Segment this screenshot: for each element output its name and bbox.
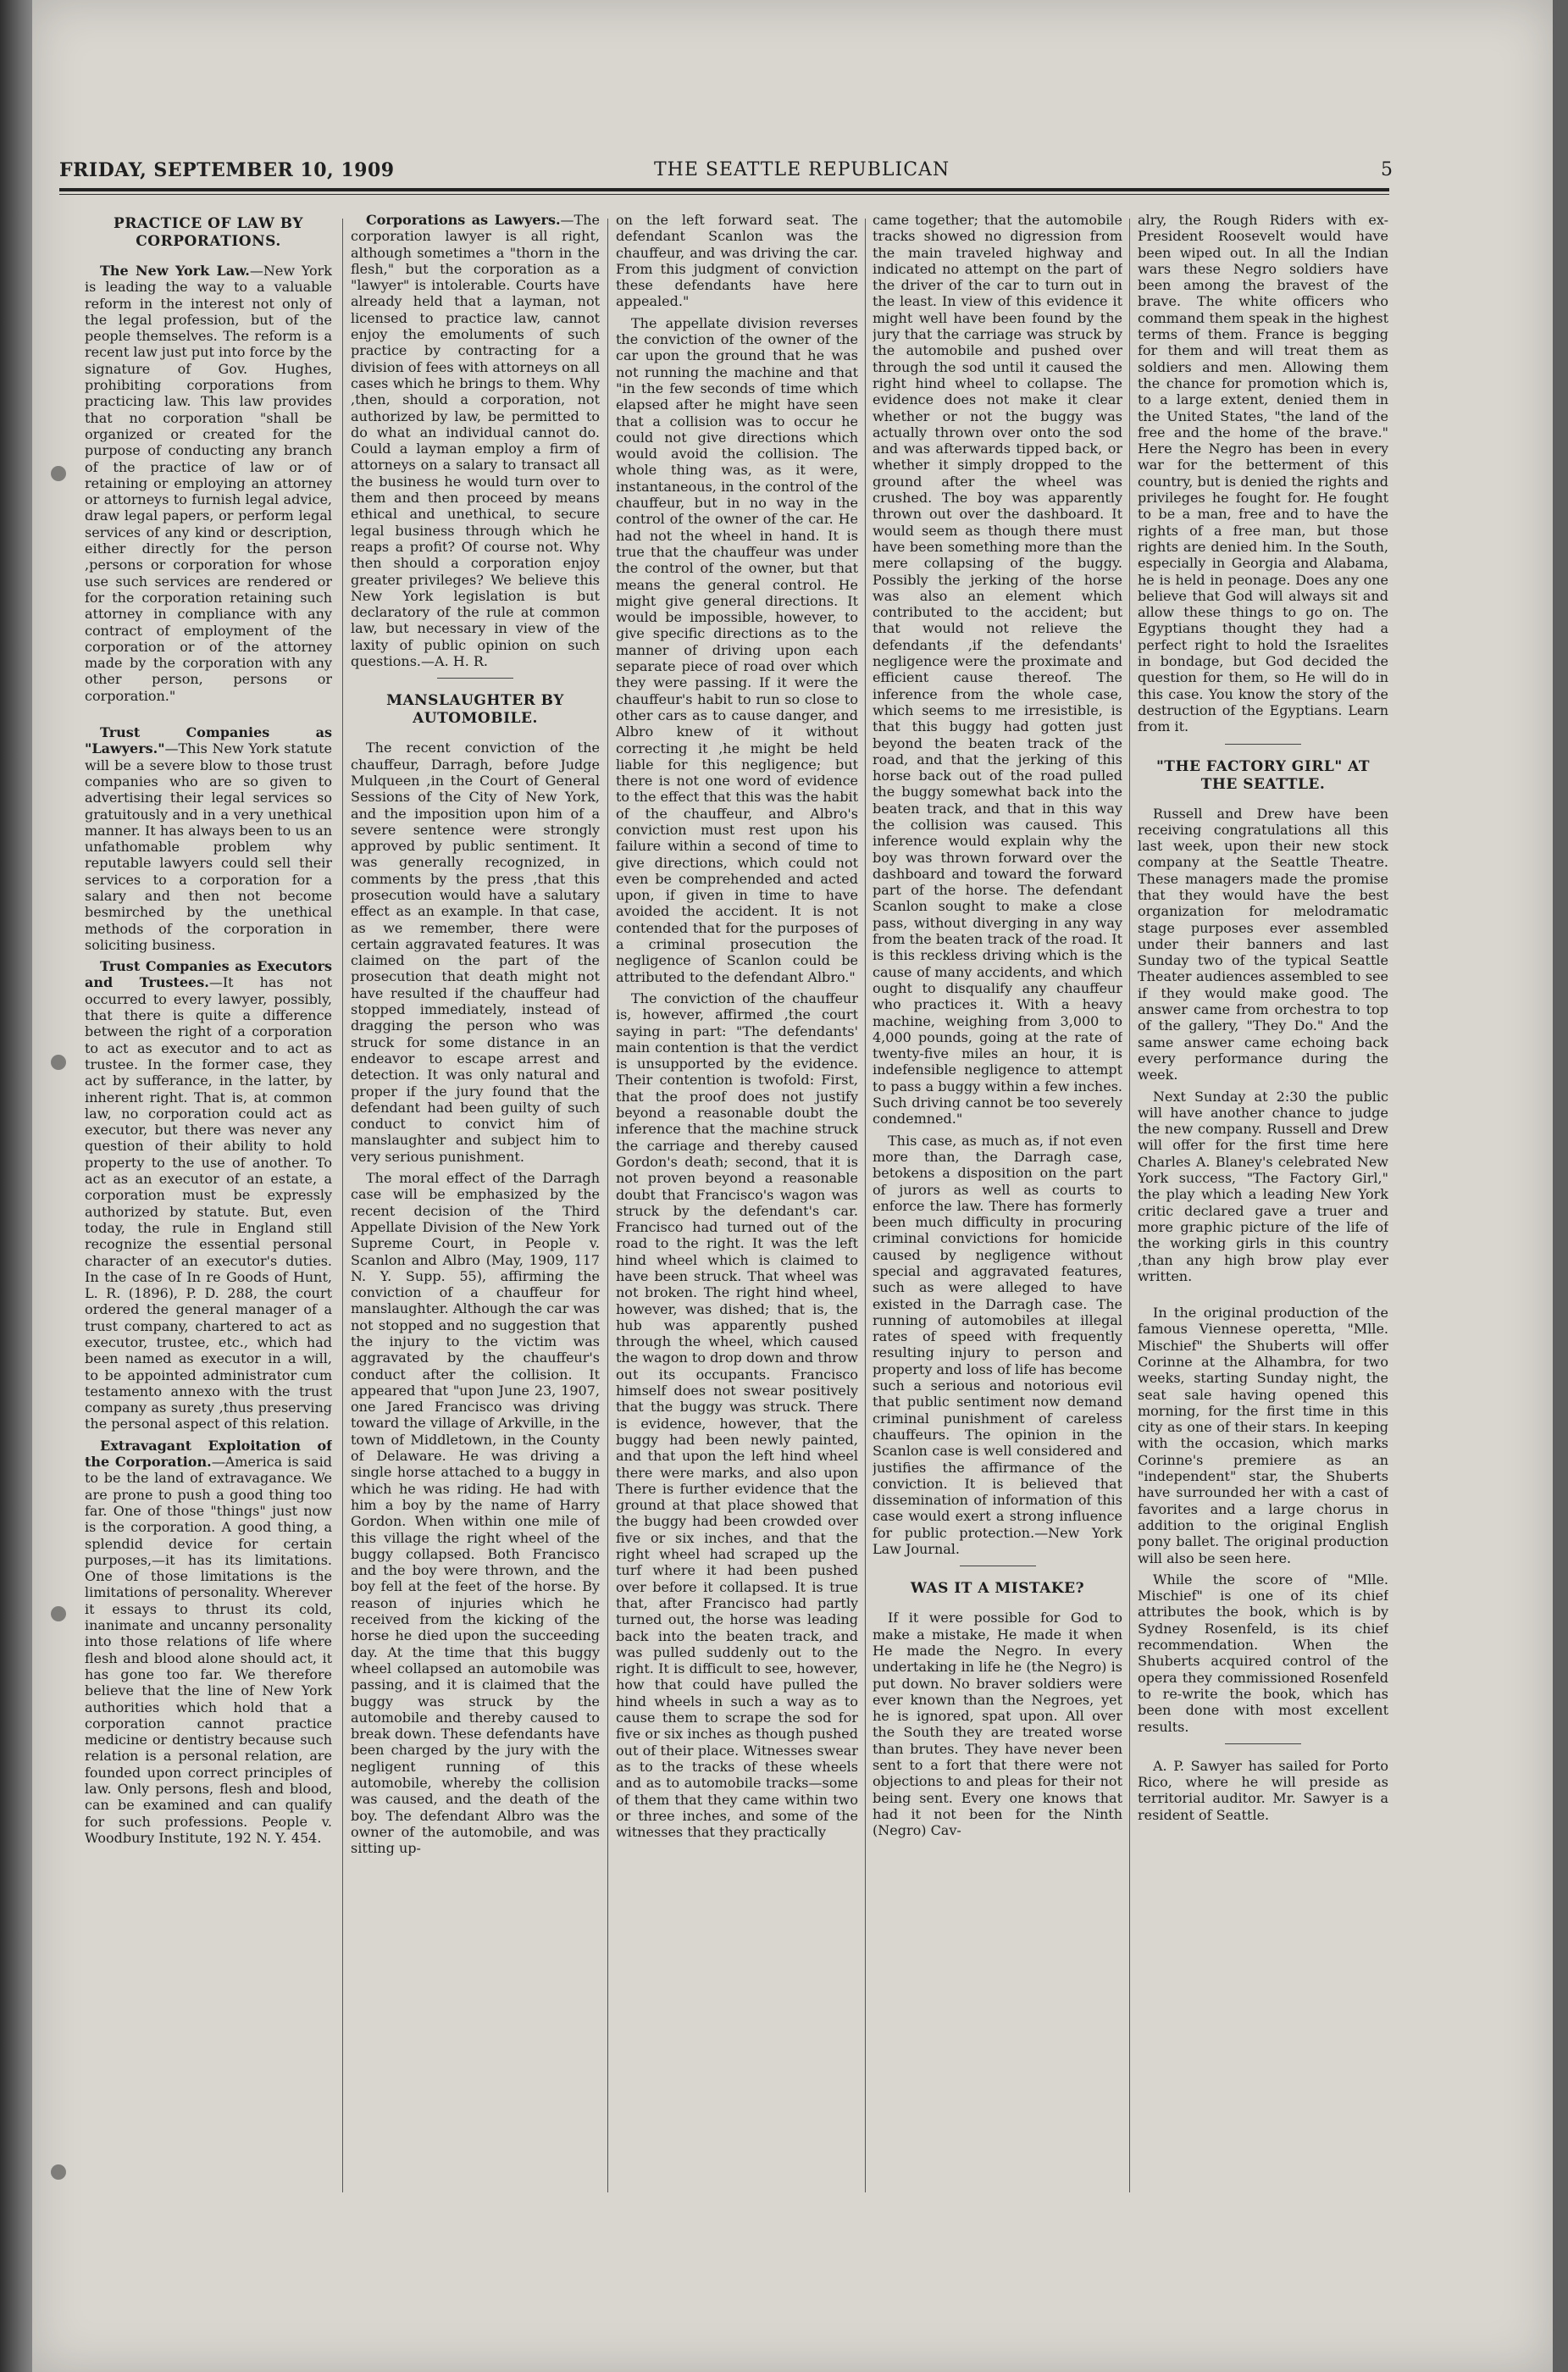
article-headline: "THE FACTORY GIRL" AT THE SEATTLE. xyxy=(1155,757,1371,793)
book-gutter xyxy=(0,0,34,2372)
article-paragraph: The recent conviction of the chauffeur, Darragh, before Judge Mulqueen ,in the Court of General Sessions of the City of New York, and the imposition upon him of a severe sentence were strongly approved by public sentiment. It was generally recognized, in comments by the press ,that this prosecution would have a salutary effect as an example. In that case, as we remember, there were certain aggravated features. It was claimed on the part of the prosecution that death might not have resulted if the chauffeur had stopped immediately, instead of dragging the person who was struck for some distance in an endeavor to escape arrest and detection. It was only natural and proper if the jury found that the defendant had been guilty of such conduct to convict him of manslaughter and subject him to very serious punishment. xyxy=(351,740,600,1165)
newspaper-title: THE SEATTLE REPUBLICAN xyxy=(654,159,950,180)
article-headline: MANSLAUGHTER BY AUTOMOBILE. xyxy=(386,692,564,728)
column-3 xyxy=(616,212,858,2220)
article-paragraph: If it were possible for God to make a mistake, He made it when He made the Negro. In every undertaking in life he (the Negro) is put down. No braver soldiers were ever known than the Negroes, yet he is ignored, spat upon. All over the South they are treated worse than brutes. They have never been sent to a fort that there were not objections to and pleas for their not being sent. Every one knows that had it not been for the Ninth (Negro) Cav- xyxy=(873,1610,1122,1839)
article-paragraph xyxy=(85,724,332,953)
article-headline: PRACTICE OF LAW BY CORPORATIONS. xyxy=(114,215,303,250)
article-paragraph: While the score of "Mlle. Mischief" is one of its chief attributes the book, which is by Sydney Rosenfeld, is its chief recommendation. When the Shuberts acquired control of the opera they commissioned Rosenfeld to re-write the book, which has been done with most excellent results. xyxy=(1138,1571,1388,1735)
column-5 xyxy=(1138,212,1388,2220)
binding-hole-mark xyxy=(51,1606,66,1621)
page-number: 5 xyxy=(1381,159,1393,180)
column-2 xyxy=(351,212,600,2220)
paragraph-text: —New York is leading the way to a valuable reform in the interest not only of the legal profession, but of the people themselves. The reform is a recent law just put into force by the signature of Gov. Hughes, prohibiting corporations from practicing law. This law provides that no corporation "shall be organized or created for the purpose of conducting any branch of the practice of law or of retaining or employing an attorney or attorneys to furnish legal advice, draw legal papers, or perform legal services of any kind or description, either directly for the person ,persons or corporation for whose use such services are rendered or for the corporation retaining such attorney in compliance with any contract of employment of the corporation or of the attorney made by the corporation with any other person, persons or corporation." xyxy=(85,263,332,704)
column-rule xyxy=(607,219,608,2192)
column-rule xyxy=(865,219,866,2192)
article-paragraph xyxy=(351,212,600,669)
article-paragraph: The appellate division reverses the conviction of the owner of the car upon the ground that he was not running the machine and that "in the few seconds of time which elapsed after he might have seen that a collision was to occur he could not give directions which would avoid the collision. The whole thing was, as it were, instantaneous, in the control of the chauffeur, but in no way in the control of the owner of the car. He had not the wheel in hand. It is true that the chauffeur was under the control of the owner, but that means the general control. He might give general directions. It would be impossible, however, to give specific directions as to the manner of driving upon each separate piece of road over which they were passing. If it were the chauffeur's habit to run so close to other cars as to cause danger, and Albro knew of it without correcting it ,he might be held liable for this negligence; but there is not one word of evidence to the effect that this was the habit of the chauffeur, and Albro's conviction must rest upon his failure within a second of time to give directions, which could not even be comprehended and acted upon, if given in time to have avoided the accident. It is not contended that for the purposes of a criminal prosecution the negligence of Scanlon could be attributed to the defendant Albro." xyxy=(616,314,858,985)
article-divider xyxy=(1225,744,1301,745)
issue-date: FRIDAY, SEPTEMBER 10, 1909 xyxy=(59,159,395,181)
paragraph-text: —The corporation lawyer is all right, although sometimes a "thorn in the flesh," but the corporation as a "lawyer" is intolerable. Courts have already held that a layman, not licensed to practice law, cannot enjoy the emoluments of such practice by contracting for a division of fees with attorneys on all cases which he brings to them. Why ,then, should a corporation, not authorized by law, be permitted to do what an individual cannot do. Could a layman employ a firm of attorneys on a salary to transact all the business he would turn over to them and then proceed by means ethical and unethical, to secure legal business through which he reaps a profit? Of course not. Why then should a corporation enjoy greater privileges? We believe this New York legislation is but declaratory of the rule at common law, but necessary in view of the laxity of public opinion on such questions. xyxy=(351,212,600,670)
article-paragraph xyxy=(85,263,332,704)
paragraph-text: —America is said to be the land of extravagance. We are prone to push a good thing too far. One of those "things" just now is the corporation. A good thing, a splendid device for certain purposes,—it has its limitations. One of those limitations is the limitations of personality. Wherever it essays to thrust its cold, inanimate and uncanny personality into those relations of life where flesh and blood alone should act, it has gone too far. We therefore believe that the line of New York authorities which hold that a corporation cannot practice medicine or dentistry because such relation is a personal relation, are founded upon correct principles of law. Only persons, flesh and blood, can be examined and can qualify for such professions. People v. Woodbury Institute, 192 N. Y. 454. xyxy=(85,1454,332,1846)
paragraph-lead: The New York Law. xyxy=(100,263,250,279)
article-divider xyxy=(437,678,513,679)
binding-hole-mark xyxy=(51,2164,66,2180)
column-rule xyxy=(342,219,343,2192)
paragraph-lead: Trust Companies as Executors and Trustees. xyxy=(85,958,332,991)
article-paragraph: The conviction of the chauffeur is, however, affirmed ,the court saying in part: "The defendants' main contention is that the verdict is unsupported by the evidence. Their contention is twofold: First, that the proof does not justify beyond a reasonable doubt the inference that the machine struck the carriage and thereby caused Gordon's death; second, that it is not proven beyond a reasonable doubt that Francisco's wagon was struck by the defendant's car. Francisco had turned out of the road to the right. It was the left hind wheel which is claimed to have been struck. That wheel was not broken. The right hind wheel, however, was dished; that is, the hub was apparently pushed through the wheel, which caused the wagon to drop down and throw out its occupants. Francisco himself does not swear positively that the buggy was struck. There is evidence, however, that the buggy had been newly painted, and that upon the left hind wheel there were marks, and also upon There is further evidence that the ground at that place showed that the buggy had been crowded over five or six inches, and that the right wheel had scraped up the turf where it had been pushed over before it collapsed. It is true that, after Francisco had partly turned out, the horse was leading back into the beaten track, and was pulled suddenly out to the right. It is difficult to see, however, how that could have pulled the hind wheels in such a way as to cause them to scrape the sod for five or six inches as though pushed out of their place. Witnesses swear as to the tracks of these wheels and as to automobile tracks—some of them that they came within two or three inches, and some of the witnesses that they practically xyxy=(616,989,858,1841)
binding-hole-mark xyxy=(51,466,66,481)
paragraph-lead: Trust Companies as "Lawyers." xyxy=(85,724,332,757)
article-paragraph: A. P. Sawyer has sailed for Porto Rico, where he will preside as territorial auditor. Mr. Sawyer is a resident of Seattle. xyxy=(1138,1757,1388,1823)
article-paragraph xyxy=(85,958,332,1433)
article-paragraph: Russell and Drew have been receiving congratulations all this last week, upon their new stock company at the Seattle Theatre. These managers made the promise that they would have the best organization for melodramatic stage purposes ever assembled under their banners and last Sunday two of the typical Seattle Theater audiences assembled to see if they would make good. The answer came from orchestra to top of the gallery, "They Do." And the same answer came echoing back every performance during the week. xyxy=(1138,805,1388,1083)
masthead-rule-thick xyxy=(59,188,1389,191)
article-paragraph: on the left forward seat. The defendant Scanlon was the chauffeur, and was driving the car. From this judgment of conviction these defendants have here appealed." xyxy=(616,212,858,310)
masthead xyxy=(59,159,1393,190)
column-1 xyxy=(85,212,332,2220)
article-signature: —A. H. R. xyxy=(421,653,488,670)
column-rule xyxy=(1129,219,1130,2192)
article-paragraph xyxy=(85,1438,332,1846)
article-headline: WAS IT A MISTAKE? xyxy=(910,1580,1085,1598)
article-paragraph: In the original production of the famous Viennese operetta, "Mlle. Mischief" the Shuberts will offer Corinne at the Alhambra, for two weeks, starting Sunday night, the seat sale having opened this morning, for the first time in this city as one of their stars. In keeping with the occasion, which marks Corinne's premiere as an "independent" star, the Shuberts have surrounded her with a cast of favorites and a large chorus in addition to the original English pony ballet. The original production will also be seen here. xyxy=(1138,1305,1388,1566)
paragraph-text: —It has not occurred to every lawyer, possibly, that there is quite a difference between the right of a corporation to act as executor and to act as trustee. In the former case, they act by sufferance, in the latter, by inherent right. That is, at common law, no corporation could act as executor, but there was never any question of their ability to hold property to the use of another. To act as an executor of an estate, a corporation must be expressly authorized by statute. But, even today, the rule in England still recognize the essential personal character of an executor's duties. In the case of In re Goods of Hunt, L. R. (1896), P. D. 288, the court ordered the general manager of a trust company, chartered to act as executor, trustee, etc., which had been named as executor in a will, to be appointed administrator cum testamento annexo with the trust company as surety ,thus preserving the personal aspect of this relation. xyxy=(85,974,332,1433)
masthead-rule-thin xyxy=(59,194,1389,195)
column-4 xyxy=(873,212,1122,2220)
article-paragraph: came together; that the automobile tracks showed no digression from the main traveled highway and indicated no attempt on the part of the driver of the car to turn out in the least. In view of this evidence it might well have been found by the jury that the carriage was struck by the automobile and pushed over through the sod until it caused the right hind wheel to collapse. The evidence does not make it clear whether or not the buggy was actually thrown over onto the sod and was afterwards tipped back, or whether it simply dropped to the ground after the wheel was crushed. The boy was apparently thrown out over the dashboard. It would seem as though there must have been something more than the mere collapsing of the buggy. Possibly the jerking of the horse was also an element which contributed to the accident; but that would not relieve the defendants ,if the defendants' negligence were the proximate and efficient cause thereof. The inference from the whole case, which seems to me irresistible, is that this buggy had gotten just beyond the beaten track of the road, and that the jerking of this horse back out of the road pulled the buggy somewhat back into the beaten track, and that in this way the collision was caused. This inference would explain why the boy was thrown forward over the dashboard and toward the forward part of the horse. The defendant Scanlon sought to make a close pass, without diverging in any way from the beaten track of the road. It is this reckless driving which is the cause of many accidents, and which ought to disqualify any chauffeur who practices it. With a heavy machine, weighing from 3,000 to 4,000 pounds, going at the rate of twenty-five miles an hour, it is indefensible negligence to attempt to pass a buggy within a few inches. Such driving cannot be too severely condemned." xyxy=(873,212,1122,1128)
article-paragraph: Next Sunday at 2:30 the public will have another chance to judge the new company. Russell and Drew will offer for the first time here Charles A. Blaney's celebrated New York success, "The Factory Girl," the play which a leading New York critic declared gave a truer and more graphic picture of the life of the working girls in this country ,than any high brow play ever written. xyxy=(1138,1088,1388,1284)
paragraph-lead: Extravagant Exploitation of the Corporation. xyxy=(85,1437,332,1471)
article-paragraph xyxy=(873,1133,1122,1558)
article-divider xyxy=(1225,1743,1301,1744)
paragraph-text: This case, as much as, if not even more than, the Darragh case, betokens a disposition on the part of jurors as well as courts to enforce the law. There has formerly been much difficulty in procuring criminal convictions for homicide caused by negligence without special and aggravated features, such as were alleged to have existed in the Darragh case. The running of automobiles at illegal rates of speed with frequently resulting injury to person and property and loss of life has become such a serious and notorious evil that public sentiment now demand criminal punishment of careless chauffeurs. The opinion in the Scanlon case is well considered and justifies the affirmance of the conviction. It is believed that dissemination of information of this case would exert a strong influence for public protection. xyxy=(873,1132,1122,1541)
article-paragraph: alry, the Rough Riders with ex-President Roosevelt would have been wiped out. In all the Indian wars these Negro soldiers have been among the bravest of the brave. The white officers who command them speak in the highest terms of them. France is begging for them and will treat them as soldiers and men. Allowing them the chance for promotion which is, to a large extent, denied them in the United States, "the land of the free and the home of the brave." Here the Negro has been in every war for the betterment of this country, but is denied the rights and privileges he fought for. He fought to be a man, free and to have the rights of a free man, but those rights are denied him. In the South, especially in Georgia and Alabama, he is held in peonage. Does any one believe that God will always sit and allow these things to go on. The Egyptians thought they had a perfect right to hold the Israelites in bondage, but God decided the question for them, so He will do in this case. You know the story of the destruction of the Egyptians. Learn from it. xyxy=(1138,212,1388,735)
paragraph-text: —This New York statute will be a severe blow to those trust companies who are so given to advertising their legal services so gratuitously and in a very unethical manner. It has always been to us an unfathomable problem why reputable lawyers could sell their services to a corporation for a salary and then not become besmirched by the unethical methods of the corporation in soliciting business. xyxy=(85,740,332,953)
article-signature: —New York Law Journal. xyxy=(873,1524,1122,1558)
binding-hole-mark xyxy=(51,1055,66,1070)
article-paragraph: The moral effect of the Darragh case will be emphasized by the recent decision of the Third Appellate Division of the New York Supreme Court, in People v. Scanlon and Albro (May, 1909, 117 N. Y. Supp. 55), affirming the conviction of a chauffeur for manslaughter. Although the car was not stopped and no suggestion that the injury to the victim was aggravated by the chauffeur's conduct after the collision. It appeared that "upon June 23, 1907, one Jared Francisco was driving toward the village of Arkville, in the town of Middletown, in the County of Delaware. He was driving a single horse attached to a buggy in which he was riding. He had with him a boy by the name of Harry Gordon. When within one mile of this village the right wheel of the buggy collapsed. Both Francisco and the boy were thrown, and the boy fell at the feet of the horse. By reason of injuries which he received from the kicking of the horse he died upon the succeeding day. At the time that this buggy wheel collapsed an automobile was passing, and it is claimed that the buggy was struck by the automobile and thereby caused to break down. These defendants have been charged by the jury with the negligent running of this automobile, whereby the collision was caused, and the death of the boy. The defendant Albro was the owner of the automobile, and was sitting up- xyxy=(351,1170,600,1857)
paragraph-lead: Corporations as Lawyers. xyxy=(366,212,561,228)
